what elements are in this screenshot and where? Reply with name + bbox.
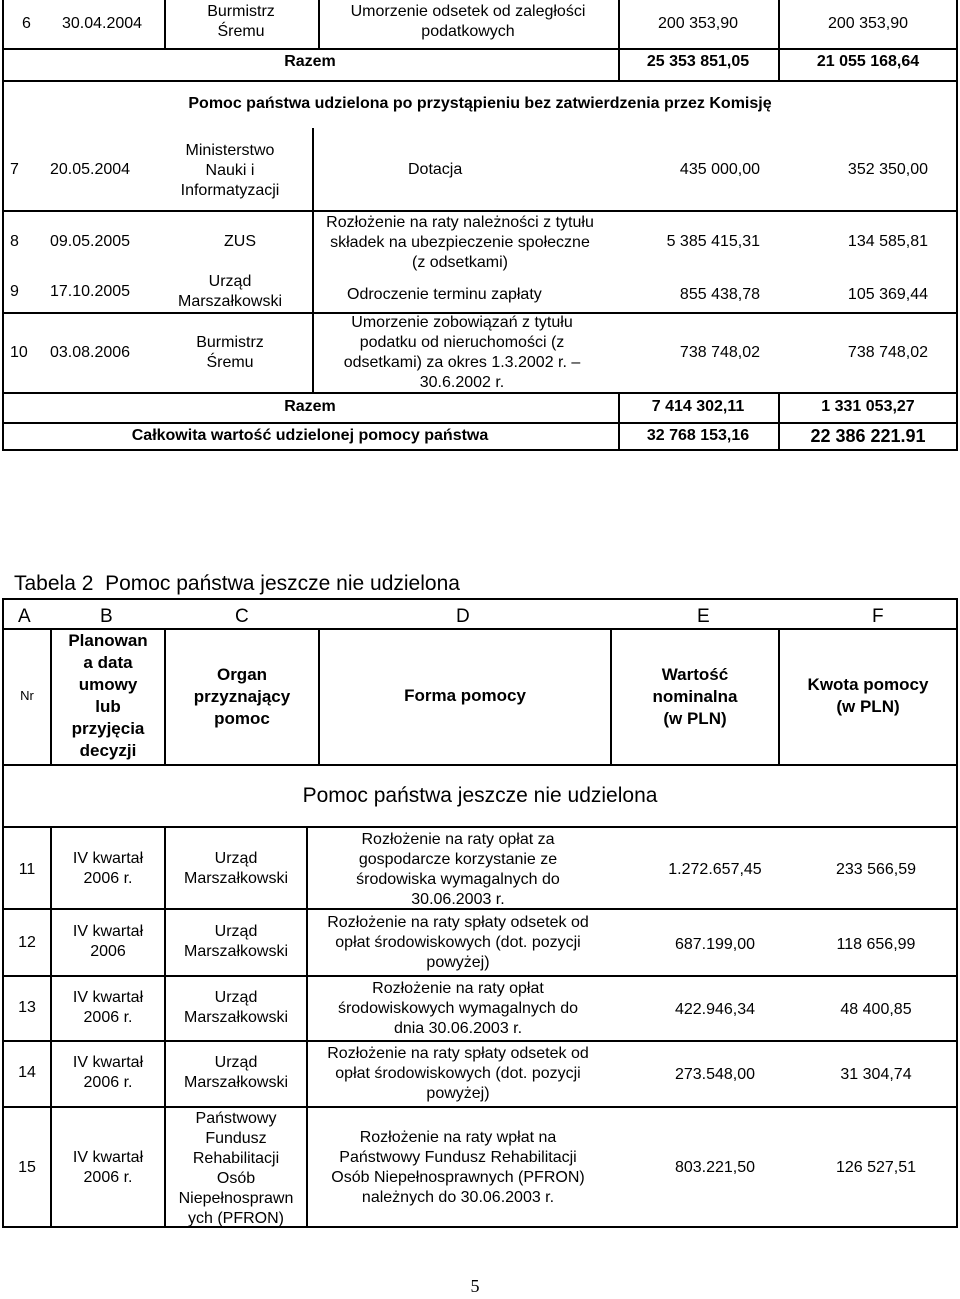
row11-nominal: 1.272.657,45 xyxy=(668,861,762,878)
row11-amount: 233 566,59 xyxy=(835,861,917,878)
row15-amount: 126 527,51 xyxy=(835,1159,917,1176)
row6-amount: 200 353,90 xyxy=(827,15,909,32)
row8-form: Rozłożenie na raty należności z tytułu składek na ubezpieczenie społeczne (z odsetkami) xyxy=(326,214,594,271)
header-form: Forma pomocy xyxy=(404,686,526,705)
row7-nominal: 435 000,00 xyxy=(679,161,760,178)
row7-organ: Ministerstwo Nauki i Informatyzacji xyxy=(180,142,280,199)
page-number: 5 xyxy=(470,1276,480,1296)
row12-organ: Urząd Marszałkowski xyxy=(183,923,288,960)
row12-nominal: 687.199,00 xyxy=(674,936,756,953)
col-letter-f: F xyxy=(872,606,884,627)
row14-form: Rozłożenie na raty spłaty odsetek od opłat środowiskowych (dot. pozycji powyżej) xyxy=(327,1045,589,1102)
row8-date: 09.05.2005 xyxy=(50,233,131,250)
row9-nominal: 855 438,78 xyxy=(679,286,760,303)
razem2-amount: 1 331 053,27 xyxy=(821,398,915,415)
section-heading: Pomoc państwa udzielona po przystąpieniu bez zatwierdzenia przez Komisję xyxy=(188,95,772,112)
row12-nr: 12 xyxy=(18,934,36,951)
row10-organ: Burmistrz Śremu xyxy=(196,334,264,371)
row10-amount: 738 748,02 xyxy=(847,344,928,361)
row9-nr: 9 xyxy=(10,283,19,300)
row12-amount: 118 656,99 xyxy=(836,936,916,953)
row9-organ: Urząd Marszałkowski xyxy=(177,273,282,310)
row9-date: 17.10.2005 xyxy=(50,283,131,300)
col-letter-d: D xyxy=(456,606,470,627)
row11-organ: Urząd Marszałkowski xyxy=(183,850,288,887)
row13-form: Rozłożenie na raty opłat środowiskowych wymagalnych do dnia 30.06.2003 r. xyxy=(337,980,579,1037)
total-label: Całkowita wartość udzielonej pomocy państwa xyxy=(131,427,489,444)
row7-date: 20.05.2004 xyxy=(50,161,131,178)
row15-form: Rozłożenie na raty wpłat na Państwowy Fundusz Rehabilitacji Osób Niepełnosprawnych (PFRON) należnych do 30.06.2003 r. xyxy=(331,1129,585,1206)
row8-nr: 8 xyxy=(10,233,19,250)
row13-amount: 48 400,85 xyxy=(840,1001,912,1018)
row11-date: IV kwartał 2006 r. xyxy=(72,850,144,887)
row6-nr: 6 xyxy=(22,15,31,32)
row10-form: Umorzenie zobowiązań z tytułu podatku od nieruchomości (z odsetkami) za okres 1.3.2002 r. – 30.6.2002 r. xyxy=(343,314,581,391)
row6-nominal: 200 353,90 xyxy=(657,15,739,32)
row15-organ: Państwowy Fundusz Rehabilitacji Osób Niepełnosprawn ych (PFRON) xyxy=(178,1110,294,1227)
header-organ: Organ przyznający pomoc xyxy=(193,665,291,728)
header-nominal: Wartość nominalna (w PLN) xyxy=(652,665,738,728)
row15-nominal: 803.221,50 xyxy=(674,1159,756,1176)
table2-section: Pomoc państwa jeszcze nie udzielona xyxy=(302,784,658,807)
table2-caption: Tabela 2 Pomoc państwa jeszcze nie udzielona xyxy=(14,572,460,595)
razem1-amount: 21 055 168,64 xyxy=(816,53,920,70)
col-letter-e: E xyxy=(697,606,710,627)
row9-amount: 105 369,44 xyxy=(847,286,928,303)
row11-nr: 11 xyxy=(18,861,36,878)
row9-form: Odroczenie terminu zapłaty xyxy=(347,286,542,303)
razem1-label: Razem xyxy=(284,53,336,70)
col-letter-c: C xyxy=(235,606,249,627)
row13-date: IV kwartał 2006 r. xyxy=(72,989,144,1026)
row7-form: Dotacja xyxy=(408,161,463,178)
row6-date: 30.04.2004 xyxy=(62,15,143,32)
razem2-label: Razem xyxy=(284,398,336,415)
header-nr: Nr xyxy=(20,688,34,703)
row6-form: Umorzenie odsetek od zaległości podatkowych xyxy=(350,3,586,40)
row12-date: IV kwartał 2006 xyxy=(72,923,144,960)
row12-form: Rozłożenie na raty spłaty odsetek od opłat środowiskowych (dot. pozycji powyżej) xyxy=(327,914,589,971)
row10-date: 03.08.2006 xyxy=(50,344,131,361)
total-amount: 22 386 221.91 xyxy=(810,426,926,446)
row7-amount: 352 350,00 xyxy=(847,161,928,178)
row6-organ: Burmistrz Śremu xyxy=(207,3,275,40)
row15-nr: 15 xyxy=(18,1159,36,1176)
row13-organ: Urząd Marszałkowski xyxy=(183,989,288,1026)
header-amount: Kwota pomocy (w PLN) xyxy=(807,675,929,716)
col-letter-b: B xyxy=(100,606,113,627)
row10-nr: 10 xyxy=(10,344,28,361)
row7-nr: 7 xyxy=(10,161,19,178)
row8-organ: ZUS xyxy=(224,233,256,250)
row8-nominal: 5 385 415,31 xyxy=(666,233,760,250)
row10-nominal: 738 748,02 xyxy=(679,344,760,361)
row14-amount: 31 304,74 xyxy=(840,1066,912,1083)
razem2-nominal: 7 414 302,11 xyxy=(651,398,745,415)
row15-date: IV kwartał 2006 r. xyxy=(72,1149,144,1186)
row13-nr: 13 xyxy=(18,999,36,1016)
header-date: Planowan a data umowy lub przyjęcia decyzji xyxy=(68,631,148,760)
row11-form: Rozłożenie na raty opłat za gospodarcze korzystanie ze środowiska wymagalnych do 30.06.2003 r. xyxy=(356,831,560,908)
row14-nominal: 273.548,00 xyxy=(674,1066,756,1083)
razem1-nominal: 25 353 851,05 xyxy=(646,53,750,70)
row14-nr: 14 xyxy=(18,1064,36,1081)
total-nominal: 32 768 153,16 xyxy=(646,427,750,444)
col-letter-a: A xyxy=(18,606,31,627)
row14-date: IV kwartał 2006 r. xyxy=(72,1054,144,1091)
row14-organ: Urząd Marszałkowski xyxy=(183,1054,288,1091)
row8-amount: 134 585,81 xyxy=(847,233,928,250)
row13-nominal: 422.946,34 xyxy=(674,1001,756,1018)
